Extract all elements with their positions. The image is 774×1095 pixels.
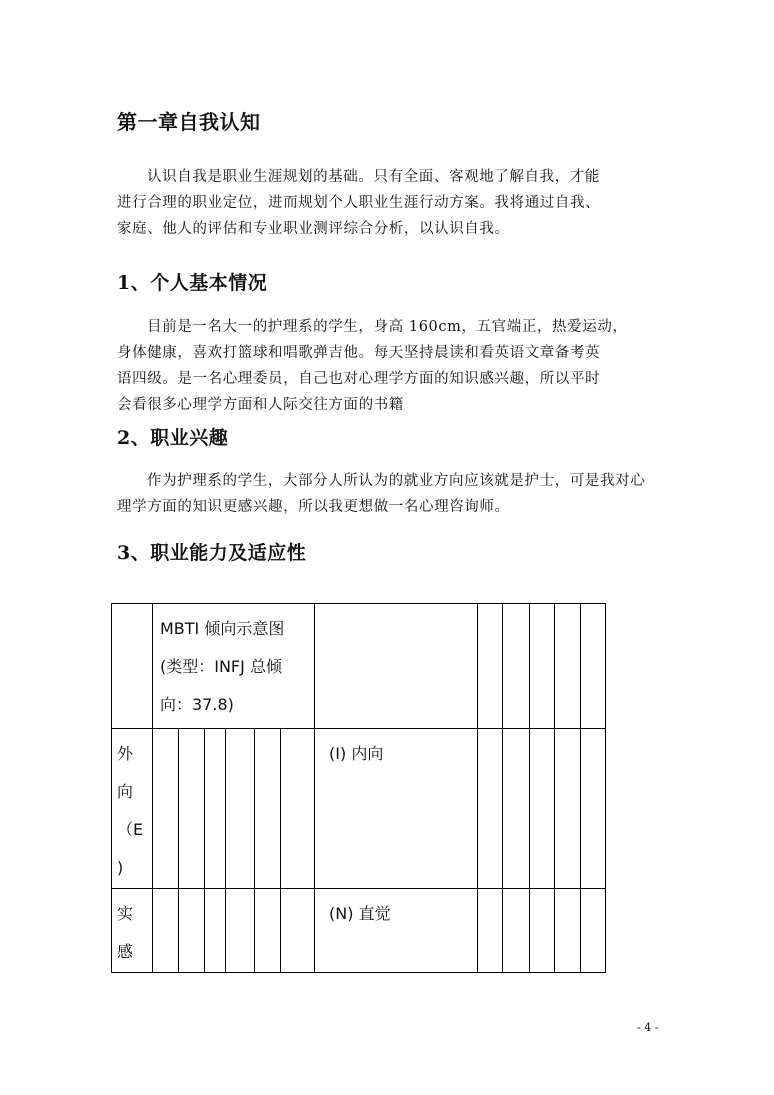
intro-line: 进行合理的职业定位，进而规划个人职业生涯行动方案。我将通过自我、	[117, 195, 601, 211]
row-right-label: (N) 直觉	[329, 904, 391, 923]
row-label-line: 实	[117, 904, 134, 923]
table-cell	[581, 729, 606, 889]
row-label-line: )	[117, 858, 124, 877]
header-line: (类型：INFJ 总倾	[160, 657, 282, 676]
table-cell	[530, 889, 555, 973]
table-cell	[315, 604, 478, 729]
table-cell	[503, 729, 530, 889]
section2-line: 作为护理系的学生，大部分人所认为的就业方向应该就是护士，可是我对心	[147, 473, 646, 489]
table-cell	[226, 729, 255, 889]
section1-line: 会看很多心理学方面和人际交往方面的书籍	[117, 397, 404, 413]
table-cell	[478, 889, 503, 973]
row-label-line: 向	[117, 782, 134, 801]
table-cell	[179, 729, 205, 889]
section1-line: 语四级。是一名心理委员，自己也对心理学方面的知识感兴趣，所以平时	[117, 371, 601, 387]
row-right-label: (I) 内向	[329, 744, 384, 763]
section2-paragraph	[117, 468, 662, 520]
table-cell	[581, 604, 606, 729]
header-line: MBTI 倾向示意图	[160, 619, 285, 638]
table-row	[112, 729, 606, 889]
table-cell	[503, 889, 530, 973]
intro-line: 认识自我是职业生涯规划的基础。只有全面、客观地了解自我，才能	[147, 169, 600, 185]
intro-line: 家庭、他人的评估和专业职业测评综合分析，以认识自我。	[117, 221, 510, 237]
section2-line: 理学方面的知识更感兴趣，所以我更想做一名心理咨询师。	[117, 499, 510, 515]
table-cell	[255, 889, 281, 973]
page-number: - 4 -	[637, 1021, 659, 1034]
chapter-title: 第一章自我认知	[117, 110, 261, 134]
table-row	[112, 604, 606, 729]
section1-line: 身体健康，喜欢打篮球和唱歌弹吉他。每天坚持晨读和看英语文章备考英	[117, 345, 601, 361]
row-label-line: 感	[117, 942, 134, 961]
table-cell	[153, 729, 179, 889]
extravert-label-cell	[112, 729, 153, 889]
table-cell	[255, 729, 281, 889]
sensing-label-cell	[112, 889, 153, 973]
section3-title: 3、职业能力及适应性	[117, 542, 307, 564]
mbti-header-cell	[153, 604, 315, 729]
table-cell	[581, 889, 606, 973]
section1-paragraph	[117, 314, 662, 418]
table-row	[112, 889, 606, 973]
section1-line: 目前是一名大一的护理系的学生，身高 160cm，五官端正，热爱运动，	[147, 319, 628, 335]
table-cell	[226, 889, 255, 973]
intro-paragraph	[117, 164, 662, 242]
table-cell	[555, 889, 581, 973]
table-cell	[281, 889, 315, 973]
mbti-table	[111, 603, 606, 973]
table-cell	[503, 604, 530, 729]
table-cell	[478, 604, 503, 729]
table-cell	[555, 729, 581, 889]
intuition-label-cell	[315, 889, 478, 973]
table-cell	[112, 604, 153, 729]
table-cell	[555, 604, 581, 729]
table-cell	[179, 889, 205, 973]
table-cell	[281, 729, 315, 889]
table-cell	[205, 729, 226, 889]
row-label-line: （E	[117, 820, 144, 839]
section1-title: 1、个人基本情况	[117, 272, 268, 294]
table-cell	[205, 889, 226, 973]
table-cell	[478, 729, 503, 889]
table-cell	[530, 729, 555, 889]
section2-title: 2、职业兴趣	[117, 427, 229, 449]
introvert-label-cell	[315, 729, 478, 889]
table-cell	[153, 889, 179, 973]
row-label-line: 外	[117, 744, 134, 763]
table-cell	[530, 604, 555, 729]
header-line: 向：37.8)	[160, 695, 234, 714]
